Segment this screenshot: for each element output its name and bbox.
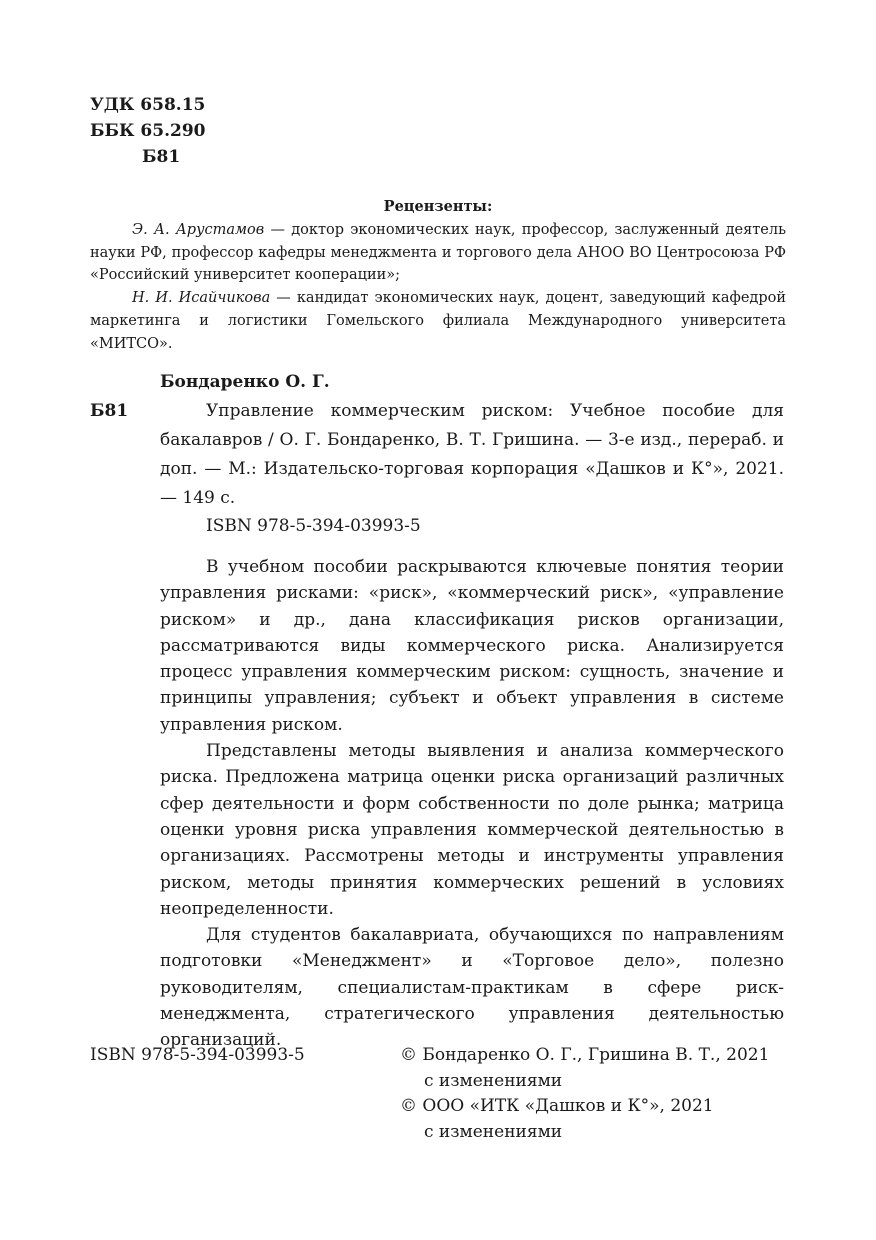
copyright-line: © Бондаренко О. Г., Гришина В. Т., 2021	[400, 1045, 770, 1065]
reviewer-name: Н. И. Исайчикова	[132, 290, 271, 307]
isbn-footer: ISBN 978-5-394-03993-5	[90, 1045, 305, 1065]
reviewer-name: Э. А. Арустамов	[132, 222, 265, 238]
reviewer-description: — доктор экономических наук, профессор, заслуженный деятель науки РФ, профессор кафедры менеджмента и торгового дела АНОО ВО Центросоюза РФ «Российский университет кооперации»;	[90, 222, 786, 284]
copyright-note: с изменениями	[424, 1070, 563, 1091]
reviewer-description: — кандидат экономических наук, доцент, заведующий кафедрой маркетинга и логистики Гомельского филиала Международного университета «МИТСО».	[90, 290, 786, 352]
copyright-block	[400, 1043, 769, 1145]
copyright-note: с изменениями	[424, 1121, 563, 1142]
classification-codes	[90, 92, 206, 170]
udk-code: УДК 658.15	[90, 95, 206, 115]
reviewers-list	[90, 219, 786, 355]
copyright-line: © ООО «ИТК «Дашков и К°», 2021	[400, 1096, 714, 1116]
annotation-paragraph: Для студентов бакалавриата, обучающихся по направлениям подготовки «Менеджмент» и «Торговое дело», полезно руководителям, специалистам-практикам в сфере риск-менеджмента, стратегического управления деятельностью организаций.	[160, 925, 784, 1051]
reviewer-entry	[90, 287, 786, 355]
bibliographic-text: Управление коммерческим риском: Учебное пособие для бакалавров / О. Г. Бондаренко, В. Т. Гришина. — 3-е изд., перераб. и доп. — М.: Издательско-торговая корпорация «Дашков и К°», 2021. — 149 с.	[160, 401, 784, 508]
author-mark: Б81	[142, 147, 181, 167]
shelf-mark: Б81	[90, 401, 129, 421]
annotation-paragraph: Представлены методы выявления и анализа коммерческого риска. Предложена матрица оценки риска организаций различных сфер деятельности и форм собственности по доле рынка; матрица оценки уровня риска управления коммерческой деятельностью в организациях. Рассмотрены методы и инструменты управления риском, методы принятия коммерческих решений в условиях неопределенности.	[160, 741, 784, 919]
annotation	[160, 554, 784, 1054]
reviewer-entry	[90, 219, 786, 287]
author-heading: Бондаренко О. Г.	[160, 372, 330, 392]
bbk-code: ББК 65.290	[90, 121, 206, 141]
isbn-main: ISBN 978-5-394-03993-5	[206, 516, 421, 536]
reviewers-title: Рецензенты:	[383, 198, 493, 215]
bibliographic-description	[160, 397, 784, 513]
annotation-paragraph: В учебном пособии раскрываются ключевые понятия теории управления рисками: «риск», «коммерческий риск», «управление риском» и др., дана классификация рисков организации, рассматриваются виды коммерческого риска. Анализируется процесс управления коммерческим риском: сущность, значение и принципы управления; субъект и объект управления в системе управления риском.	[160, 557, 784, 735]
